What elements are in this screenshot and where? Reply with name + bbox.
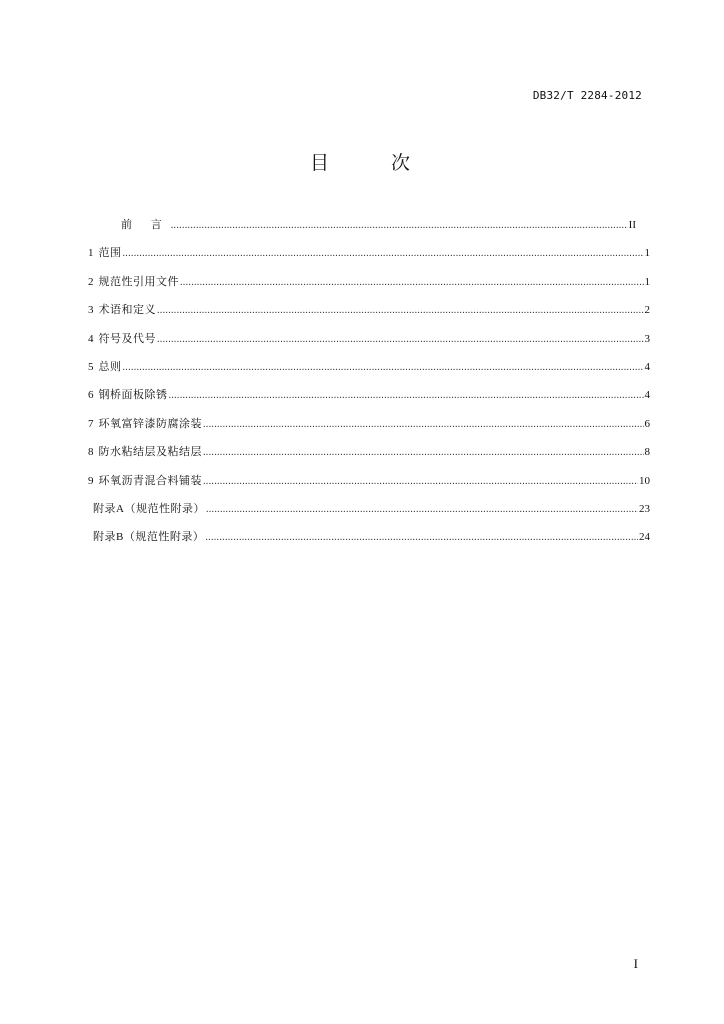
- toc-entry-page: 2: [644, 304, 650, 317]
- dot-leader: [206, 504, 638, 515]
- dot-leader: [171, 220, 628, 231]
- toc-entry-rust-removal[interactable]: [88, 386, 650, 414]
- dot-leader: [203, 419, 644, 430]
- toc-entry-page: 8: [644, 446, 650, 459]
- table-of-contents: [88, 216, 650, 557]
- toc-entry-label: 规范性引用文件: [98, 275, 179, 288]
- toc-entry-page: 4: [644, 360, 650, 373]
- toc-entry-number: 5: [88, 360, 94, 373]
- toc-entry-page: 24: [639, 531, 650, 544]
- dot-leader: [123, 248, 644, 259]
- toc-entry-number: 7: [88, 417, 94, 430]
- toc-entry-symbols-codes[interactable]: [88, 330, 650, 358]
- toc-entry-label: 总则: [98, 360, 122, 373]
- toc-entry-zinc-coating[interactable]: [88, 415, 650, 443]
- toc-entry-number: 1: [88, 247, 94, 260]
- toc-entry-appendix-a[interactable]: [88, 500, 650, 528]
- toc-entry-number: 8: [88, 446, 94, 459]
- toc-entry-label: 钢桥面板除锈: [98, 389, 168, 402]
- toc-entry-normative-references[interactable]: [88, 273, 650, 301]
- dot-leader: [123, 362, 644, 373]
- toc-entry-general[interactable]: [88, 358, 650, 386]
- dot-leader: [180, 277, 644, 288]
- toc-entry-page: 1: [644, 275, 650, 288]
- dot-leader: [205, 532, 638, 543]
- dot-leader: [203, 447, 644, 458]
- toc-entry-number: 4: [88, 332, 94, 345]
- toc-entry-label: 前 言: [121, 219, 170, 231]
- toc-entry-number: 6: [88, 389, 94, 402]
- toc-entry-label: 环氧沥青混合料铺装: [98, 474, 202, 487]
- toc-entry-label: 术语和定义: [98, 304, 156, 317]
- toc-entry-label: 符号及代号: [98, 332, 156, 345]
- toc-entry-page: 1: [644, 247, 650, 260]
- dot-leader: [203, 476, 638, 487]
- toc-entry-epoxy-asphalt[interactable]: [88, 472, 650, 500]
- toc-entry-waterproof-bond[interactable]: [88, 443, 650, 471]
- toc-entry-terms-definitions[interactable]: [88, 301, 650, 329]
- dot-leader: [169, 390, 644, 401]
- toc-entry-page: 3: [644, 332, 650, 345]
- toc-entry-page: II: [628, 219, 636, 231]
- toc-entry-page: 4: [644, 389, 650, 402]
- toc-entry-number: 9: [88, 474, 94, 487]
- toc-entry-label: 防水粘结层及粘结层: [98, 446, 202, 459]
- toc-entry-label: 附录B（规范性附录）: [93, 531, 205, 544]
- toc-entry-page: 10: [639, 474, 650, 487]
- toc-entry-label: 范围: [98, 247, 122, 260]
- standard-code: DB32/T 2284-2012: [532, 89, 642, 102]
- toc-entry-number: 2: [88, 275, 94, 288]
- dot-leader: [157, 305, 644, 316]
- toc-entry-scope[interactable]: [88, 244, 650, 272]
- toc-entry-label: 环氧富锌漆防腐涂装: [98, 417, 202, 430]
- page-number: I: [633, 956, 638, 971]
- toc-entry-page: 6: [644, 417, 650, 430]
- toc-entry-number: 3: [88, 304, 94, 317]
- page-title: 目 次: [309, 152, 439, 174]
- toc-entry-foreword[interactable]: [88, 216, 650, 244]
- toc-entry-label: 附录A（规范性附录）: [93, 502, 205, 515]
- toc-entry-appendix-b[interactable]: [88, 528, 650, 556]
- toc-entry-page: 23: [639, 502, 650, 515]
- dot-leader: [157, 334, 644, 345]
